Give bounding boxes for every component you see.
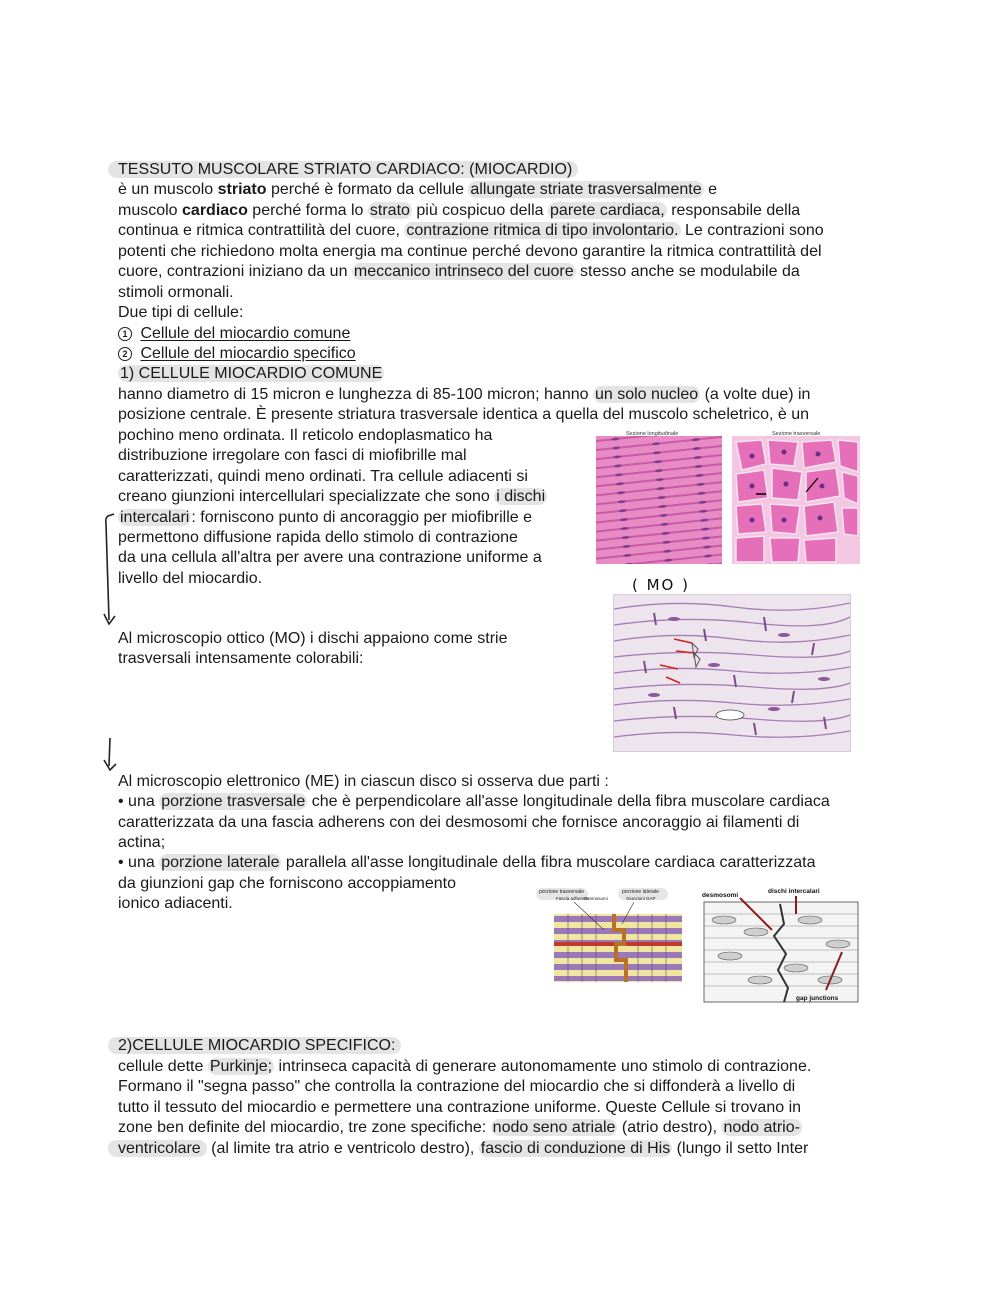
number-1-circle: 1 — [118, 327, 132, 341]
s1-line-2: posizione centrale. È presente striatura trasversale identica a quella del muscolo scheletrico, è un — [118, 406, 810, 423]
intro-line-1: è un muscolo striato perché è formato da cellule allungate striate trasversalmente e — [118, 181, 717, 198]
me-bullet-2-line-3: ionico adiacenti. — [118, 895, 233, 912]
svg-text:porzione laterale: porzione laterale — [622, 889, 659, 895]
svg-text:dischi intercalari: dischi intercalari — [768, 888, 820, 895]
number-2-circle: 2 — [118, 347, 132, 361]
svg-text:porzione trasversale: porzione trasversale — [539, 889, 585, 895]
bracket-arrow-icon — [100, 510, 130, 635]
s1-line-7: intercalari : forniscono punto di ancoraggio per miofibrille e — [120, 509, 532, 526]
he-histology-figure — [596, 428, 860, 564]
me-bullet-1-line-2: caratterizzata da una fascia adherens con dei desmosomi che fornisce ancoraggio ai filamenti di — [118, 814, 800, 831]
s1-line-10: livello del miocardio. — [118, 570, 263, 587]
s1-line-4: distribuzione irregolare con fasci di miofibrille mal — [118, 447, 467, 464]
em-intercalated-disc-drawing — [700, 884, 860, 1004]
mo-handwritten-note: ( MO ) — [632, 576, 690, 594]
intro-line-6: stimoli ormonali. — [118, 284, 234, 301]
page-title: TESSUTO MUSCOLARE STRIATO CARDIACO: (MIOCARDIO) — [118, 160, 578, 180]
section-2-heading: 2)CELLULE MIOCARDIO SPECIFICO: — [118, 1036, 401, 1056]
s1-line-8: permettono diffusione rapida dello stimolo di contrazione — [118, 529, 518, 546]
intro-line-2: muscolo cardiaco perché forma lo strato più cospicuo della parete cardiaca, responsabile della — [118, 202, 801, 219]
down-arrow-icon — [100, 736, 130, 776]
svg-text:Fascia adherens: Fascia adherens — [556, 896, 590, 901]
s1-line-5: caratterizzati, quindi meno ordinati. Tra cellule adiacenti si — [118, 468, 528, 485]
s2-line-2: Formano il "segna passo" che controlla la contrazione del miocardio che si diffonderà a livello di — [118, 1078, 796, 1095]
mo-micrograph-figure — [613, 594, 851, 752]
svg-text:Desmosomi: Desmosomi — [584, 896, 608, 901]
me-bullet-2-line-2: da giunzioni gap che forniscono accoppiamento — [118, 875, 457, 892]
s1-line-9: da una cellula all'altra per avere una contrazione uniforme a — [118, 549, 542, 566]
mo-line-2: trasversali intensamente colorabili: — [118, 650, 364, 667]
intro-line-7: Due tipi di cellule: — [118, 304, 244, 321]
svg-text:desmosomi: desmosomi — [702, 892, 739, 899]
he-label-left: Sezione longitudinale — [626, 431, 679, 437]
intro-line-4: potenti che richiedono molta energia ma continue perché devono garantire la ritmica contrattilità del — [118, 243, 822, 260]
s2-line-5: ventricolare (al limite tra atrio e ventricolo destro), fascio di conduzione di His (lungo il setto Inter — [118, 1139, 808, 1159]
s2-line-1: cellule dette Purkinje; intrinseca capacità di generare autonomamente uno stimolo di contrazione. — [118, 1058, 812, 1075]
me-intro: Al microscopio elettronico (ME) in ciascun disco si osserva due parti : — [118, 773, 609, 790]
cell-type-2: 2 Cellule del miocardio specifico — [118, 344, 356, 364]
s2-line-3: tutto il tessuto del miocardio e permettere una contrazione uniforme. Queste Cellule si trovano in — [118, 1099, 802, 1116]
mo-line-1: Al microscopio ottico (MO) i dischi appaiono come strie — [118, 630, 508, 647]
me-bullet-2: • una porzione laterale parallela all'asse longitudinale della fibra muscolare cardiaca caratterizzata — [118, 854, 816, 871]
s1-line-6: creano giunzioni intercellulari specializzate che sono i dischi — [118, 488, 546, 505]
s1-line-3: pochino meno ordinata. Il reticolo endoplasmatico ha — [118, 427, 493, 444]
intercalated-disc-diagram — [534, 884, 684, 984]
intro-line-5: cuore, contrazioni iniziano da un meccanico intrinseco del cuore stesso anche se modulabile da — [118, 263, 800, 280]
me-bullet-1: • una porzione trasversale che è perpendicolare all'asse longitudinale della fibra muscolare cardiaca — [118, 793, 830, 810]
me-bullet-1-line-3: actina; — [118, 834, 166, 851]
section-1-heading: 1) CELLULE MIOCARDIO COMUNE — [120, 365, 383, 382]
svg-text:Giunzioni GAP: Giunzioni GAP — [626, 896, 656, 901]
s1-line-1: hanno diametro di 15 micron e lunghezza di 85-100 micron; hanno un solo nucleo (a volte due) in — [118, 386, 811, 403]
svg-text:gap junctions: gap junctions — [796, 995, 839, 1002]
intro-line-3: continua e ritmica contrattilità del cuore, contrazione ritmica di tipo involontario. Le contrazioni sono — [118, 222, 824, 239]
he-label-right: Sezione trasversale — [772, 431, 821, 437]
cell-type-1: 1 Cellule del miocardio comune — [118, 324, 350, 344]
s2-line-4: zone ben definite del miocardio, tre zone specifiche: nodo seno atriale (atrio destro), nodo atrio- — [118, 1119, 800, 1136]
